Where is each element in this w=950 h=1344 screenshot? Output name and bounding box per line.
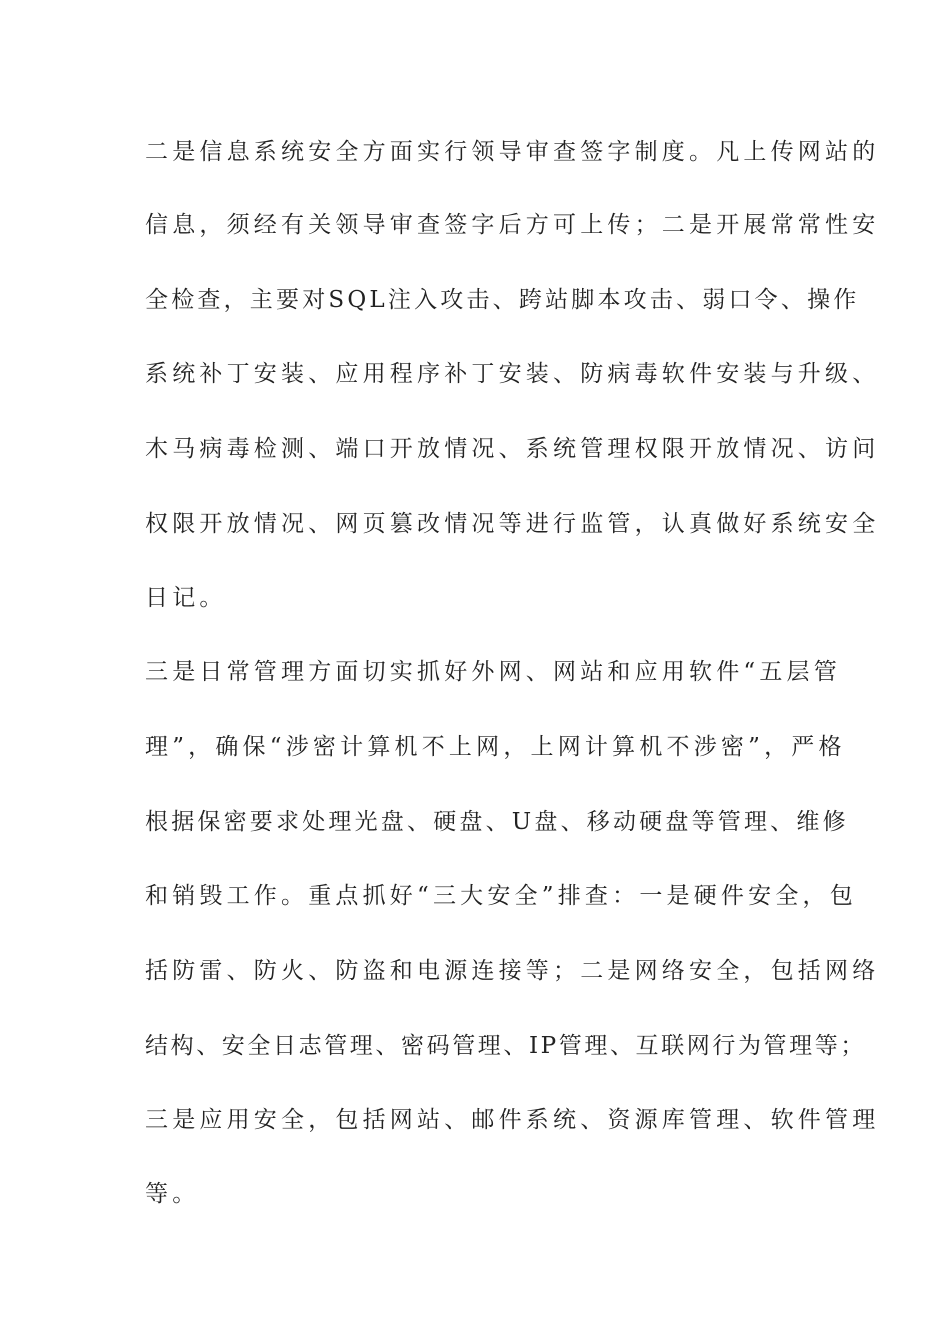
- paragraph-2-line-3: 根据保密要求处理光盘、硬盘、U盘、移动硬盘等管理、维修: [145, 809, 849, 835]
- paragraph-2-line-1: 三是日常管理方面切实抓好外网、网站和应用软件“五层管: [145, 659, 841, 685]
- paragraph-2-line-6: 结构、安全日志管理、密码管理、IP管理、互联网行为管理等；: [145, 1033, 866, 1059]
- paragraph-1-line-6: 权限开放情况、网页篡改情况等进行监管，认真做好系统安全: [145, 511, 880, 537]
- paragraph-1-line-7: 日记。: [145, 585, 227, 611]
- paragraph-2-line-8: 等。: [145, 1181, 200, 1207]
- paragraph-2-line-5: 括防雷、防火、防盗和电源连接等；二是网络安全，包括网络: [145, 958, 880, 984]
- paragraph-1-line-4: 系统补丁安装、应用程序补丁安装、防病毒软件安装与升级、: [145, 361, 880, 387]
- paragraph-2-line-2: 理”，确保“涉密计算机不上网，上网计算机不涉密”，严格: [145, 734, 846, 760]
- paragraph-1-line-2: 信息，须经有关领导审查签字后方可上传；二是开展常常性安: [145, 212, 880, 238]
- paragraph-2-line-4: 和销毁工作。重点抓好“三大安全”排查：一是硬件安全，包: [145, 883, 857, 909]
- paragraph-1-line-5: 木马病毒检测、端口开放情况、系统管理权限开放情况、访问: [145, 436, 880, 462]
- paragraph-1-line-1: 二是信息系统安全方面实行领导审查签字制度。凡上传网站的: [145, 139, 880, 165]
- paragraph-2-line-7: 三是应用安全，包括网站、邮件系统、资源库管理、软件管理: [145, 1107, 880, 1133]
- paragraph-1-line-3: 全检查，主要对SQL注入攻击、跨站脚本攻击、弱口令、操作: [145, 287, 860, 313]
